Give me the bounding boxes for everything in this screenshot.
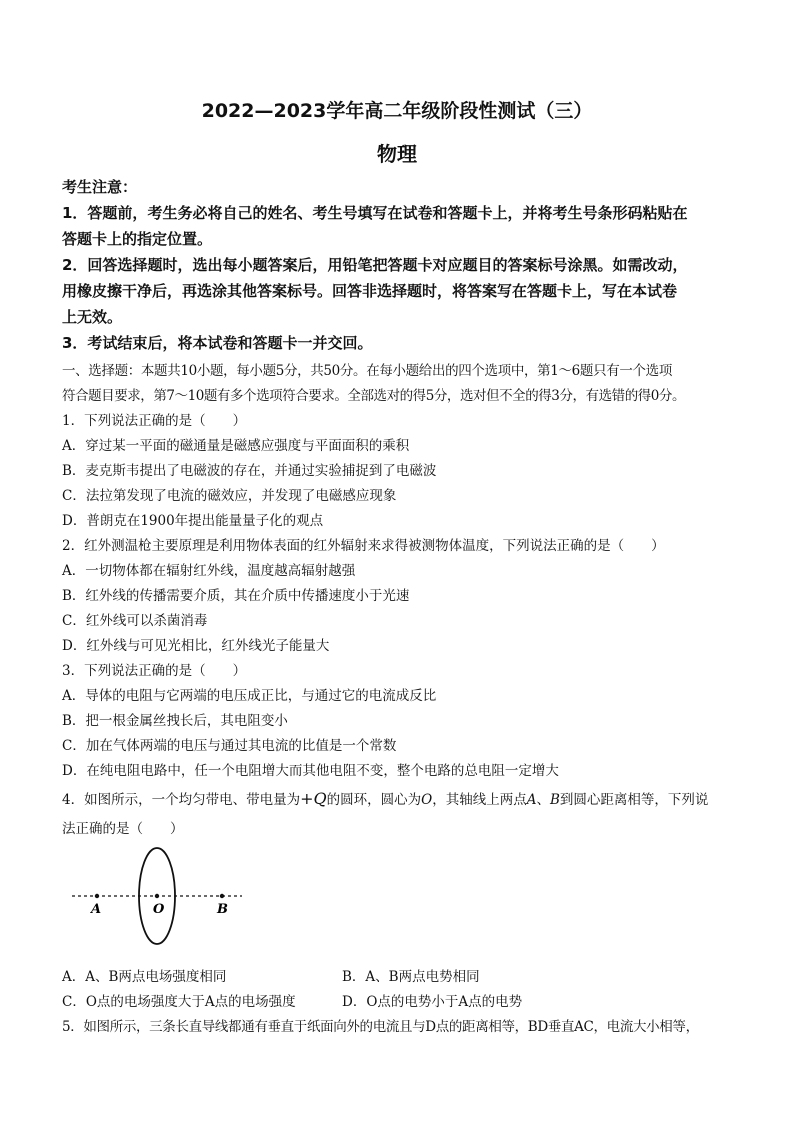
question-4-option-b: B．A、B两点电势相同 — [342, 969, 480, 985]
stem-text: 4．如图所示，一个均匀带电、带电量为 — [62, 792, 301, 808]
question-3-stem: 3．下列说法正确的是（ ） — [62, 663, 247, 679]
stem-text: 、 — [536, 792, 550, 808]
question-4-stem — [62, 788, 708, 808]
notice-line: 用橡皮擦干净后，再选涂其他答案标号。回答非选择题时，将答案写在答题卡上，写在本试卷 — [62, 282, 678, 300]
question-1-option-c: C．法拉第发现了电流的磁效应，并发现了电磁感应现象 — [62, 488, 397, 504]
point-b-dot — [220, 894, 224, 898]
section-instruction: 符合题目要求，第7～10题有多个选项符合要求。全部选对的得5分，选对但不全的得3分，有选错的得0分。 — [62, 388, 686, 404]
question-4-option-d: D．O点的电势小于A点的电势 — [342, 994, 523, 1010]
ring-axis-figure — [62, 840, 262, 952]
section-instruction: 一、选择题：本题共10小题，每小题5分，共50分。在每小题给出的四个选项中，第1～6题只有一个选项 — [62, 363, 672, 379]
point-o-dot — [155, 894, 159, 898]
notice-line: 1．答题前，考生务必将自己的姓名、考生号填写在试卷和答题卡上，并将考生号条形码粘贴在 — [62, 204, 688, 222]
notice-line: 答题卡上的指定位置。 — [62, 230, 213, 248]
question-1-option-d: D．普朗克在1900年提出能量量子化的观点 — [62, 513, 324, 529]
center-symbol: O — [421, 792, 433, 808]
point-a-symbol: A — [526, 792, 537, 808]
label-a: A — [91, 902, 102, 917]
label-b: B — [217, 902, 228, 917]
question-2-option-a: A．一切物体都在辐射红外线，温度越高辐射越强 — [62, 563, 356, 579]
question-1-option-a: A．穿过某一平面的磁通量是磁感应强度与平面面积的乘积 — [62, 438, 410, 454]
question-4-option-a: A．A、B两点电场强度相同 — [62, 969, 227, 985]
notice-line: 上无效。 — [62, 308, 123, 326]
notice-line: 3．考试结束后，将本试卷和答题卡一并交回。 — [62, 334, 373, 352]
label-o: O — [153, 902, 165, 917]
question-2-stem: 2．红外测温枪主要原理是利用物体表面的红外辐射来求得被测物体温度，下列说法正确的是（ ） — [62, 538, 665, 554]
notice-line: 2．回答选择题时，选出每小题答案后，用铅笔把答题卡对应题目的答案标号涂黑。如需改动， — [62, 256, 688, 274]
question-1-option-b: B．麦克斯韦提出了电磁波的存在，并通过实验捕捉到了电磁波 — [62, 463, 437, 479]
question-2-option-b: B．红外线的传播需要介质，其在介质中传播速度小于光速 — [62, 588, 410, 604]
question-3-option-a: A．导体的电阻与它两端的电压成正比，与通过它的电流成反比 — [62, 688, 437, 704]
exam-title: 2022—2023学年高二年级阶段性测试（三） — [201, 100, 593, 122]
question-3-option-b: B．把一根金属丝拽长后，其电阻变小 — [62, 713, 288, 729]
question-3-option-d: D．在纯电阻电路中，任一个电阻增大而其他电阻不变，整个电路的总电阻一定增大 — [62, 763, 559, 779]
point-b-symbol: B — [549, 792, 560, 808]
question-1-stem: 1．下列说法正确的是（ ） — [62, 413, 247, 429]
question-5-stem: 5．如图所示，三条长直导线都通有垂直于纸面向外的电流且与D点的距离相等，BD垂直AC，电流大小相等， — [62, 1019, 699, 1035]
stem-text: ，其轴线上两点 — [432, 792, 527, 808]
stem-text: 的圆环，圆心为 — [326, 792, 422, 808]
point-a-dot — [95, 894, 99, 898]
question-4-stem-line2: 法正确的是（ ） — [62, 821, 184, 837]
question-3-option-c: C．加在气体两端的电压与通过其电流的比值是一个常数 — [62, 738, 397, 754]
question-2-option-c: C．红外线可以杀菌消毒 — [62, 613, 208, 629]
stem-text: 到圆心距离相等，下列说 — [559, 792, 709, 808]
question-2-option-d: D．红外线与可见光相比，红外线光子能量大 — [62, 638, 330, 654]
charge-symbol: +Q — [300, 789, 327, 808]
notice-heading: 考生注意： — [62, 178, 138, 196]
subject-title: 物理 — [377, 142, 417, 166]
question-4-option-c: C．O点的电场强度大于A点的电场强度 — [62, 994, 296, 1010]
